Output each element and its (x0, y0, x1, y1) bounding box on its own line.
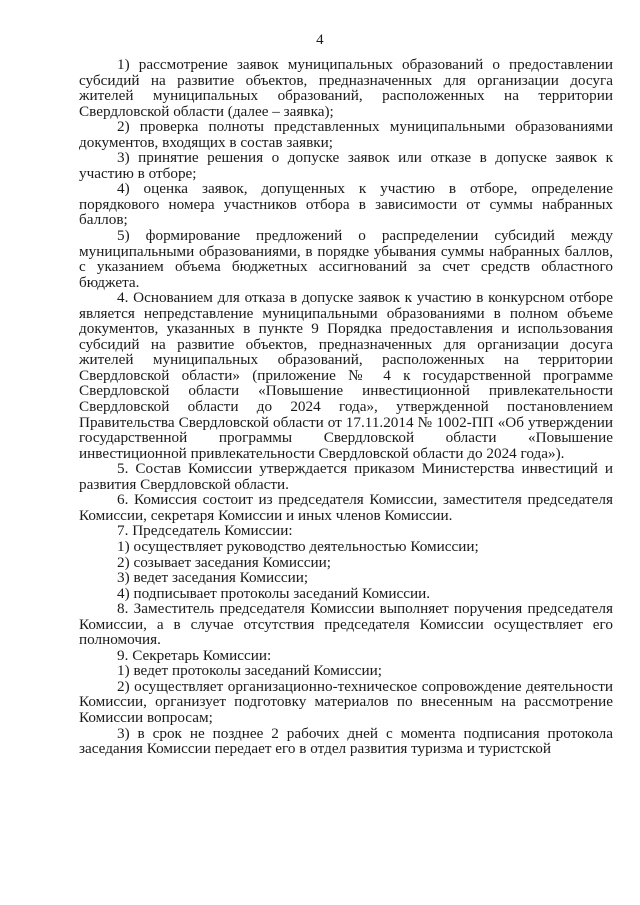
paragraph-clause-7-item-3: 3) ведет заседания Комиссии; (117, 569, 309, 587)
paragraph-item-2: 2) проверка полноты представленных муниципальными образованиями документов, входящих в состав заявки; (79, 118, 613, 151)
paragraph-clause-7-item-2: 2) созывает заседания Комиссии; (117, 553, 331, 571)
paragraph-clause-5: 5. Состав Комиссии утверждается приказом Министерства инвестиций и развития Свердловской области. (79, 460, 613, 493)
paragraph-clause-9: 9. Секретарь Комиссии: (117, 646, 272, 664)
paragraph-item-1: 1) рассмотрение заявок муниципальных образований о предоставлении субсидий на развитие объектов, предназначенных для организации досуга жителей муниципальных образований, расположенных на территории Свердловской области (далее – заявка); (79, 56, 613, 120)
paragraph-clause-7-item-1: 1) осуществляет руководство деятельностью Комиссии; (117, 537, 479, 555)
paragraph-clause-8: 8. Заместитель председателя Комиссии выполняет поручения председателя Комиссии, а в случае отсутствия председателя Комиссии осуществляет его полномочия. (79, 600, 613, 649)
paragraph-clause-7: 7. Председатель Комиссии: (117, 522, 293, 540)
document-body (79, 57, 613, 757)
paragraph-clause-9-item-1: 1) ведет протоколы заседаний Комиссии; (117, 662, 382, 680)
paragraph-item-4: 4) оценка заявок, допущенных к участию в отборе, определение порядкового номера участников отбора в зависимости от суммы набранных баллов; (79, 180, 613, 229)
paragraph-clause-6: 6. Комиссия состоит из председателя Комиссии, заместителя председателя Комиссии, секретаря Комиссии и иных членов Комиссии. (79, 491, 613, 524)
page-number: 4 (316, 32, 324, 48)
paragraph-clause-9-item-2: 2) осуществляет организационно-техническое сопровождение деятельности Комиссии, организует подготовку материалов по внесенным на рассмотрение Комиссии вопросам; (79, 677, 613, 726)
paragraph-item-5: 5) формирование предложений о распределении субсидий между муниципальными образованиями, в порядке убывания суммы набранных баллов, с указанием объема бюджетных ассигнований за счет средств областного бюджета. (79, 227, 613, 291)
paragraph-clause-9-item-3: 3) в срок не позднее 2 рабочих дней с момента подписания протокола заседания Комиссии передает его в отдел развития туризма и туристской (79, 724, 613, 758)
paragraph-item-3: 3) принятие решения о допуске заявок или отказе в допуске заявок к участию в отборе; (79, 149, 613, 182)
paragraph-clause-4: 4. Основанием для отказа в допуске заявок к участию в конкурсном отборе является непредставление муниципальными образованиями в полном объеме документов, указанных в пункте 9 Порядка предоставления и использования субсидий на развитие объектов, предназначенных для организации досуга жителей муниципальных образований, расположенных на территории Свердловской области» (приложение № 4 к государственной программе Свердловской области «Повышение инвестиционной привлекательности Свердловской области до 2024 года», утвержденной постановлением Правительства Свердловской области от 17.11.2014 № 1002-ПП «Об утверждении государственной программы Свердловской области «Повышение инвестиционной привлекательности Свердловской области до 2024 года»). (79, 289, 613, 462)
paragraph-clause-7-item-4: 4) подписывает протоколы заседаний Комиссии. (117, 584, 431, 602)
